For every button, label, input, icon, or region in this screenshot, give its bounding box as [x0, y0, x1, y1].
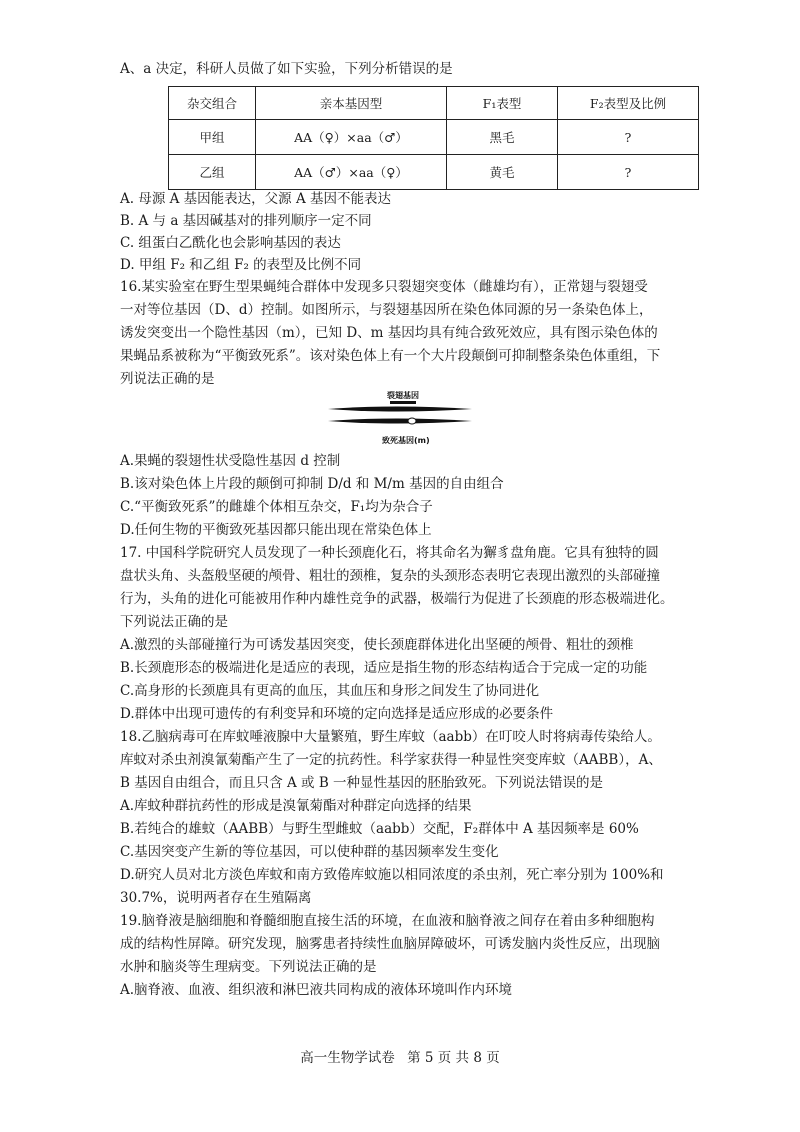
chromosome-upper: [328, 407, 472, 412]
table-cell: AA（♂）×aa（♀）: [256, 155, 447, 190]
table-cell: ?: [558, 155, 699, 190]
chromosome-lower: [328, 419, 472, 424]
q18-stem-line: B 基因自由组合，而且只含 A 或 B 一种显性基因的胚胎致死。下列说法错误的是: [120, 775, 604, 791]
q17-option-a: A.激烈的头部碰撞行为可诱发基因突变，使长颈鹿群体进化出坚硬的颅骨、粗壮的颈椎: [120, 637, 634, 653]
table-cell: 甲组: [169, 120, 256, 155]
table-cell: 黄毛: [447, 155, 558, 190]
q15-option-d: D. 甲组 F₂ 和乙组 F₂ 的表型及比例不同: [120, 257, 362, 273]
table-header-cell: 亲本基因型: [256, 87, 447, 120]
q17-option-c: C.高身形的长颈鹿具有更高的血压，其血压和身形之间发生了协同进化: [120, 683, 540, 699]
q17-stem-line: 行为，头角的进化可能被用作种内雄性竞争的武器，极端行为促进了长颈鹿的形态极端进化。: [120, 591, 674, 607]
page-footer: [0, 1046, 800, 1066]
q15-option-a: A. 母源 A 基因能表达，父源 A 基因不能表达: [120, 191, 391, 207]
table-header-row: [169, 87, 699, 120]
q19-stem-line: 19.脑脊液是脑细胞和脊髓细胞直接生活的环境，在血液和脑脊液之间存在着由多种细胞构: [120, 913, 655, 929]
table-row: [169, 120, 699, 155]
q18-option-c: C.基因突变产生新的等位基因，可以使种群的基因频率发生变化: [120, 844, 499, 860]
table-header-cell: F₁表型: [447, 87, 558, 120]
table-row: [169, 155, 699, 190]
q18-stem-line: 18.乙脑病毒可在库蚊唾液腺中大量繁殖，野生库蚊（aabb）在叮咬人时将病毒传染给人。: [120, 729, 661, 745]
q15-option-b: B. A 与 a 基因碱基对的排列顺序一定不同: [120, 213, 372, 229]
q16-option-a: A.果蝇的裂翅性状受隐性基因 d 控制: [120, 453, 341, 469]
footer-page-number: 第 5 页 共 8 页: [407, 1050, 500, 1066]
chromosome-diagram: [324, 388, 474, 450]
q16-option-b: B.该对染色体上片段的颠倒可抑制 D/d 和 M/m 基因的自由组合: [120, 476, 504, 492]
q16-option-d: D.任何生物的平衡致死基因都只能出现在常染色体上: [120, 522, 432, 538]
q16-option-c: C.“平衡致死系”的雌雄个体相互杂交，F₁均为杂合子: [120, 499, 433, 515]
gene-marker-m: [408, 418, 416, 424]
q19-stem-line: 水肿和脑炎等生理病变。下列说法正确的是: [120, 959, 377, 975]
q16-stem-line: 列说法正确的是: [120, 371, 215, 387]
q15-intro: A、a 决定，科研人员做了如下实验，下列分析错误的是: [120, 61, 453, 77]
q18-option-b: B.若纯合的雄蚊（AABB）与野生型雌蚊（aabb）交配，F₂群体中 A 基因频率是 60%: [120, 821, 639, 837]
q17-stem-line: 17. 中国科学院研究人员发现了一种长颈鹿化石，将其命名为獬豸盘角鹿。它具有独特的圆: [120, 545, 659, 561]
q16-stem-line: 一对等位基因（D、d）控制。如图所示，与裂翅基因所在染色体同源的另一条染色体上，: [120, 302, 653, 318]
q18-option-a: A.库蚊种群抗药性的形成是溴氰菊酯对种群定向选择的结果: [120, 798, 472, 814]
gene-marker-D: [390, 401, 416, 404]
q17-stem-line: 下列说法正确的是: [120, 614, 228, 630]
split-wing-gene-label: 裂翅基因: [387, 391, 419, 400]
q17-option-d: D.群体中出现可遗传的有利变异和环境的定向选择是适应形成的必要条件: [120, 706, 554, 722]
footer-title: 高一生物学试卷: [300, 1050, 395, 1066]
q17-option-b: B.长颈鹿形态的极端进化是适应的表现，适应是指生物的形态结构适合于完成一定的功能: [120, 660, 648, 676]
q15-cross-table: [168, 86, 699, 190]
q18-option-d-cont: 30.7%，说明两者存在生殖隔离: [120, 890, 312, 906]
table-cell: AA（♀）×aa（♂）: [256, 120, 447, 155]
q17-stem-line: 盘状头角、头盔般坚硬的颅骨、粗壮的颈椎，复杂的头颈形态表明它表现出激烈的头部碰撞: [120, 568, 660, 584]
q18-stem-line: 库蚊对杀虫剂溴氰菊酯产生了一定的抗药性。科学家获得一种显性突变库蚊（AABB），A、: [120, 752, 662, 768]
table-cell: ?: [558, 120, 699, 155]
table-header-cell: 杂交组合: [169, 87, 256, 120]
table-header-cell: F₂表型及比例: [558, 87, 699, 120]
q16-stem-line: 16.某实验室在野生型果蝇纯合群体中发现多只裂翅突变体（雌雄均有），正常翅与裂翅受: [120, 279, 648, 295]
table-cell: 乙组: [169, 155, 256, 190]
q16-stem-line: 诱发突变出一个隐性基因（m），已知 D、m 基因均具有纯合致死效应，具有图示染色体的: [120, 325, 658, 341]
lethal-gene-label: 致死基因(m): [382, 436, 430, 445]
q19-option-a: A.脑脊液、血液、组织液和淋巴液共同构成的液体环境叫作内环境: [120, 982, 513, 998]
q18-option-d: D.研究人员对北方淡色库蚊和南方致倦库蚊施以相同浓度的杀虫剂，死亡率分别为 100%和: [120, 867, 664, 883]
q15-option-c: C. 组蛋白乙酰化也会影响基因的表达: [120, 235, 341, 251]
table-cell: 黑毛: [447, 120, 558, 155]
q16-stem-line: 果蝇品系被称为“平衡致死系”。该对染色体上有一个大片段颠倒可抑制整条染色体重组，下: [120, 348, 661, 364]
q19-stem-line: 成的结构性屏障。研究发现，脑雾患者持续性血脑屏障破坏，可诱发脑内炎性反应，出现脑: [120, 936, 660, 952]
